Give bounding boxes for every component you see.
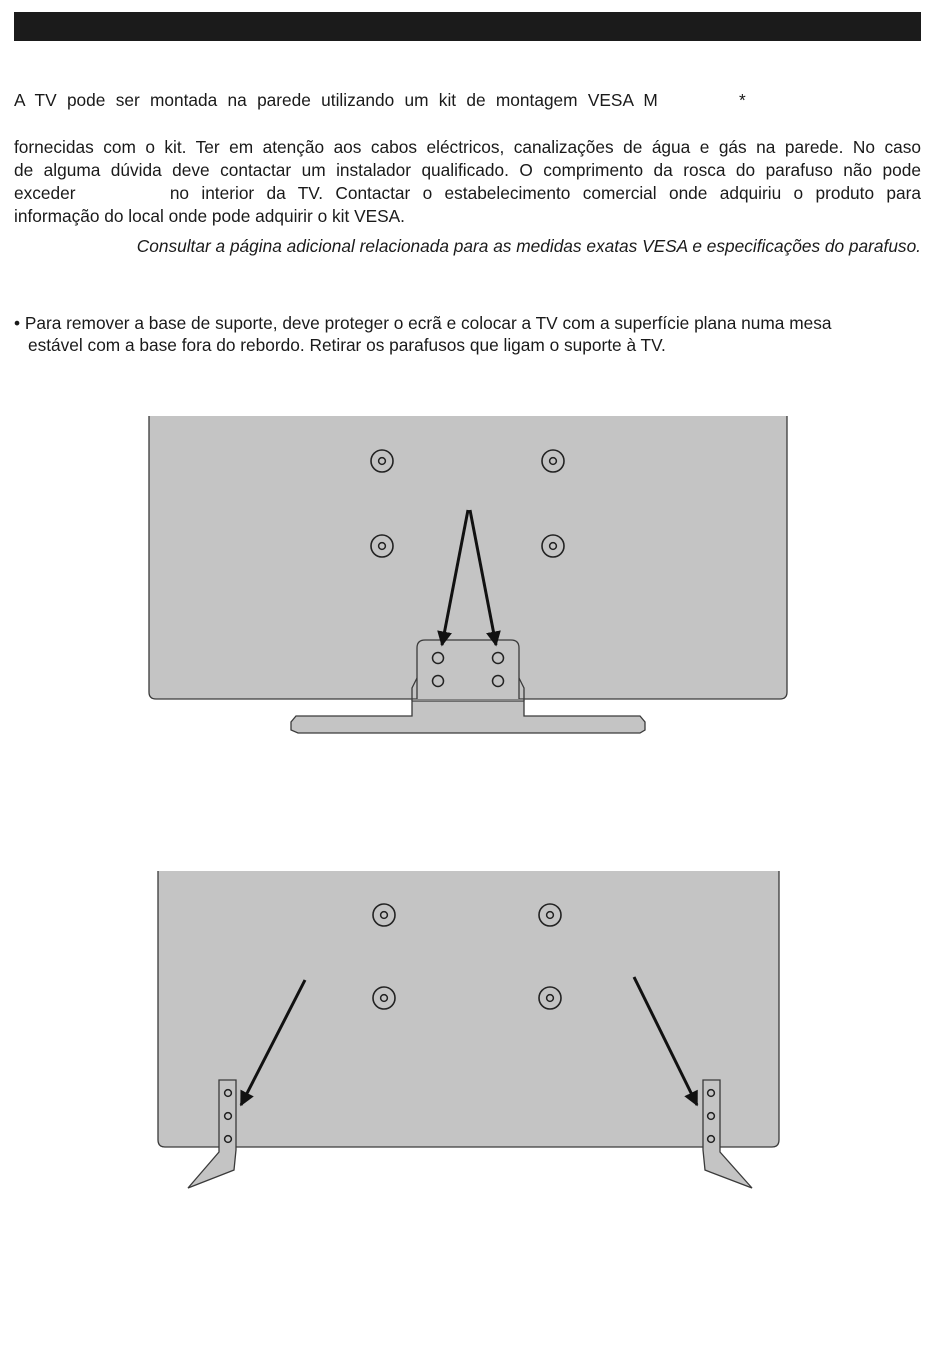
vesa-note: Consultar a página adicional relacionada para as medidas exatas VESA e especificações do parafuso. [136, 236, 921, 256]
instruction-text-1: Para remover a base de suporte, deve proteger o ecrã e colocar a TV com a superfície plana numa mesa [24, 313, 832, 333]
tv-back-pedestal-diagram [0, 400, 950, 745]
bullet-symbol: • [14, 313, 21, 333]
tv-back-feet-diagram [0, 860, 950, 1200]
section-header-bar [14, 12, 921, 41]
intro-text: A TV pode ser montada na parede utilizando um kit de montagem VESA M [14, 90, 658, 110]
body-line-1: fornecidas com o kit. Ter em atenção aos cabos eléctricos, canalizações de água e gás na parede. No caso [14, 137, 921, 157]
footnote-mark: * [739, 90, 746, 110]
instruction-line-1 [14, 312, 921, 335]
body-line-3-start: exceder [14, 183, 76, 203]
instruction-line-2: estável com a base fora do rebordo. Retirar os parafusos que ligam o suporte à TV. [28, 335, 666, 355]
pedestal-base [291, 701, 645, 733]
pedestal-neck [412, 640, 524, 701]
intro-paragraph [14, 89, 921, 112]
body-line-4: informação do local onde pode adquirir o kit VESA. [14, 206, 405, 226]
body-line-2: de alguma dúvida deve contactar um instalador qualificado. O comprimento da rosca do parafuso não pode [14, 160, 921, 180]
tv-panel [158, 871, 779, 1147]
body-line-3 [14, 182, 921, 205]
body-line-3-end: no interior da TV. Contactar o estabelecimento comercial onde adquiriu o produto para [169, 183, 921, 203]
